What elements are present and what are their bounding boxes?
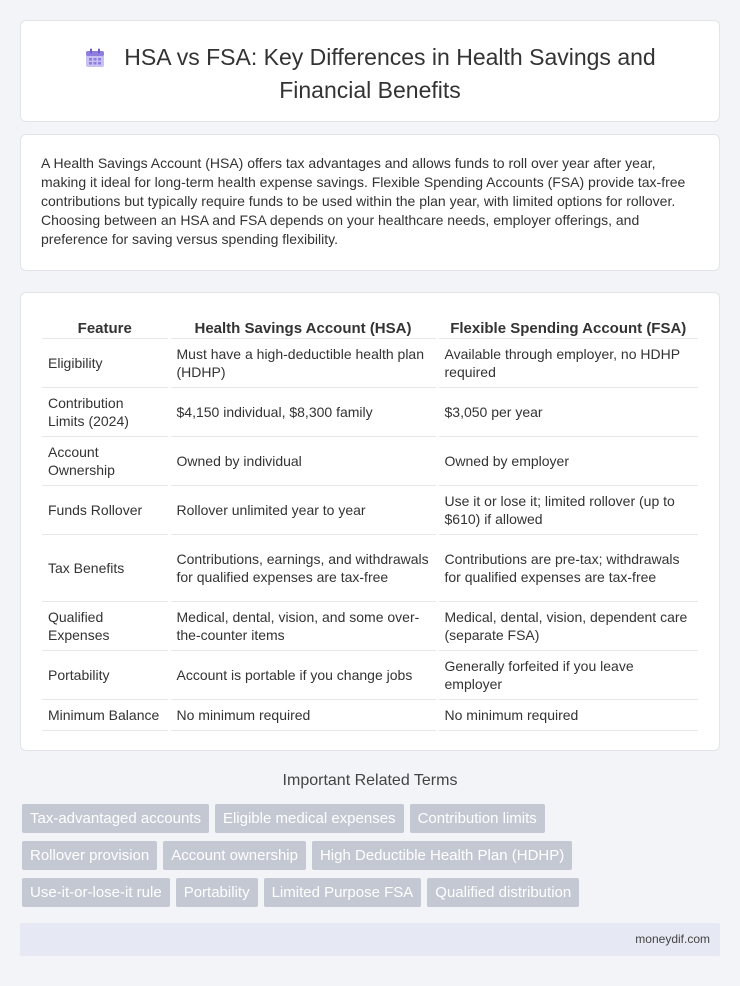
tag-eligible-medical-expenses[interactable]: Eligible medical expenses — [215, 804, 404, 833]
hsa-cell: Must have a high-deductible health plan (HDHP) — [169, 338, 437, 387]
intro-paragraph: A Health Savings Account (HSA) offers tax advantages and allows funds to roll over year after year, making it ideal for long-term health expense savings. Flexible Spending Accounts (FSA) provide tax-free contributions but typically require funds to be used within the plan year, with limited options for rollover. Choosing between an HSA and FSA depends on your healthcare needs, employer offerings, and preference for saving versus spending flexibility. — [41, 155, 686, 247]
table-row — [42, 338, 698, 387]
header-hsa: Health Savings Account (HSA) — [169, 312, 437, 338]
feature-cell: Contribution Limits (2024) — [42, 387, 169, 436]
feature-cell: Qualified Expenses — [42, 601, 169, 650]
tag-row — [22, 878, 682, 907]
tag-account-ownership[interactable]: Account ownership — [163, 841, 306, 870]
hsa-cell: Owned by individual — [169, 436, 437, 485]
footer — [20, 923, 720, 956]
related-terms-heading: Important Related Terms — [282, 772, 458, 789]
fsa-cell: Contributions are pre-tax; withdrawals for qualified expenses are tax-free — [437, 534, 698, 601]
feature-cell: Account Ownership — [42, 436, 169, 485]
feature-cell: Portability — [42, 650, 169, 699]
hsa-cell: Account is portable if you change jobs — [169, 650, 437, 699]
tag-row — [22, 841, 682, 870]
fsa-cell: Use it or lose it; limited rollover (up to $610) if allowed — [437, 485, 698, 534]
table-row — [42, 601, 698, 650]
related-terms-list — [22, 804, 682, 915]
hsa-cell: No minimum required — [169, 699, 437, 730]
feature-cell: Eligibility — [42, 338, 169, 387]
hsa-cell: Contributions, earnings, and withdrawals for qualified expenses are tax-free — [169, 534, 437, 601]
tag-hdhp[interactable]: High Deductible Health Plan (HDHP) — [312, 841, 572, 870]
tag-contribution-limits[interactable]: Contribution limits — [410, 804, 545, 833]
fsa-cell: Generally forfeited if you leave employer — [437, 650, 698, 699]
tag-tax-advantaged-accounts[interactable]: Tax-advantaged accounts — [22, 804, 209, 833]
comparison-card — [20, 292, 720, 751]
tag-rollover-provision[interactable]: Rollover provision — [22, 841, 157, 870]
table-row — [42, 436, 698, 485]
fsa-cell: Available through employer, no HDHP required — [437, 338, 698, 387]
header-feature: Feature — [42, 312, 169, 338]
footer-site-link[interactable]: moneydif.com — [635, 932, 710, 946]
comparison-table — [42, 312, 698, 731]
tag-qualified-distribution[interactable]: Qualified distribution — [427, 878, 579, 907]
title-card — [20, 20, 720, 122]
hsa-cell: Rollover unlimited year to year — [169, 485, 437, 534]
hsa-cell: Medical, dental, vision, and some over-the-counter items — [169, 601, 437, 650]
tag-limited-purpose-fsa[interactable]: Limited Purpose FSA — [264, 878, 422, 907]
intro-card — [20, 134, 720, 271]
table-row — [42, 534, 698, 601]
table-row — [42, 387, 698, 436]
fsa-cell: Medical, dental, vision, dependent care (separate FSA) — [437, 601, 698, 650]
feature-cell: Tax Benefits — [42, 534, 169, 601]
fsa-cell: No minimum required — [437, 699, 698, 730]
table-row — [42, 485, 698, 534]
table-row — [42, 699, 698, 730]
calendar-icon — [84, 47, 106, 76]
hsa-cell: $4,150 individual, $8,300 family — [169, 387, 437, 436]
page-title: HSA vs FSA: Key Differences in Health Savings and Financial Benefits — [124, 44, 656, 103]
feature-cell: Funds Rollover — [42, 485, 169, 534]
fsa-cell: Owned by employer — [437, 436, 698, 485]
feature-cell: Minimum Balance — [42, 699, 169, 730]
tag-portability[interactable]: Portability — [176, 878, 258, 907]
fsa-cell: $3,050 per year — [437, 387, 698, 436]
table-row — [42, 650, 698, 699]
page-title-wrap — [21, 43, 719, 105]
table-header-row — [42, 312, 698, 338]
tag-use-it-or-lose-it[interactable]: Use-it-or-lose-it rule — [22, 878, 170, 907]
tag-row — [22, 804, 682, 833]
header-fsa: Flexible Spending Account (FSA) — [437, 312, 698, 338]
